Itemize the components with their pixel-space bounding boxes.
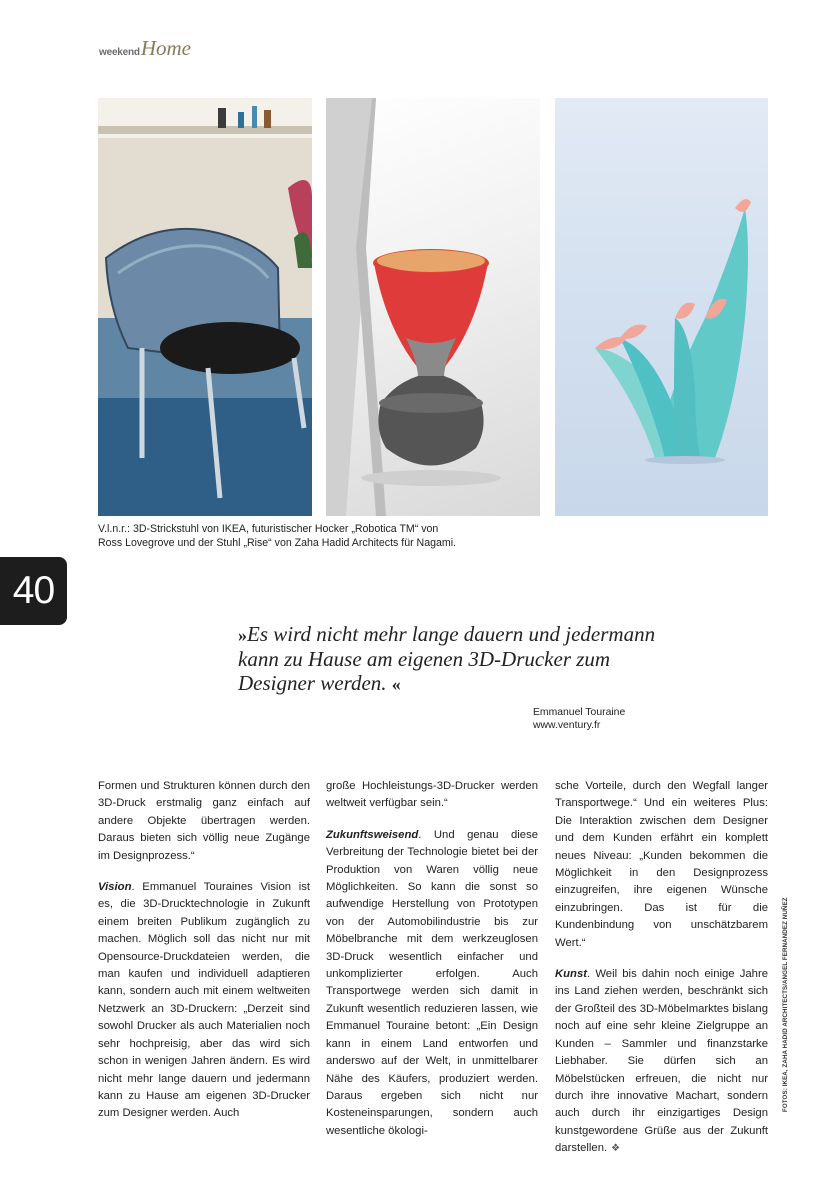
photo-rise-chair xyxy=(555,98,768,516)
paragraph: sche Vorteile, durch den Wegfall langer Transportwege.“ Und ein weiteres Plus: Die Interaktion zwischen dem Designer und dem Kunden erfährt ein komplett neues Niveau: „Kunden bekommen die Möglichkeit in den Designprozess einzugreifen, ihre eigenen Wünsche einzubringen. Das ist für die Kundenbindung von unschätzbarem Wert.“ xyxy=(555,780,768,949)
quote-url: www.ventury.fr xyxy=(533,720,601,731)
paragraph xyxy=(555,966,768,1157)
article-column-1 xyxy=(98,778,310,1137)
paragraph xyxy=(326,827,538,1140)
quote-text: Es wird nicht mehr lange dauern und jedermann kann zu Hause am eigenen 3D-Drucker zum Designer werden. xyxy=(238,622,656,695)
photo-robotica-stool xyxy=(326,98,540,516)
paragraph xyxy=(98,879,310,1123)
pull-quote xyxy=(238,622,658,696)
article-column-3 xyxy=(555,778,768,1172)
paragraph: Formen und Strukturen können durch den 3D-Druck erstmalig ganz einfach auf andere Objekte übertragen werden. Daraus bieten sich völlig neue Zugänge im Designprozess.“ xyxy=(98,780,310,862)
photo-caption xyxy=(98,522,578,550)
caption-line-2: Ross Lovegrove und der Stuhl „Rise“ von Zaha Hadid Architects für Nagami. xyxy=(98,537,457,549)
quote-open-mark: » xyxy=(238,625,247,645)
photo-credit: FOTOS: IKEA, ZAHA HADID ARCHITECTS/ANGEL FERNANDEZ NUÑEZ xyxy=(782,897,789,1112)
section-heading: Zukunftsweisend xyxy=(326,828,419,841)
section-heading: Kunst xyxy=(555,968,588,981)
quote-close-mark: « xyxy=(391,674,401,694)
end-mark: ❖ xyxy=(611,1143,621,1155)
logo-home: Home xyxy=(140,36,191,60)
quote-author: Emmanuel Touraine xyxy=(533,707,626,718)
logo-weekend: weekend xyxy=(99,47,140,58)
page-number: 40 xyxy=(0,557,67,625)
article-column-2 xyxy=(326,778,538,1154)
photo-ikea-chair xyxy=(98,98,312,516)
chair-illustration xyxy=(98,98,312,516)
magazine-logo xyxy=(99,36,191,58)
paragraph: große Hochleistungs-3D-Drucker werden weltweit verfügbar sein.“ xyxy=(326,780,538,810)
quote-source xyxy=(533,706,625,732)
paragraph-text: . Emmanuel Touraines Vision ist es, die 3D-Drucktechnologie in Zukunft einem breiten Publikum zugänglich zu machen. Möglich soll das nicht nur mit Opensource-Druckdateien werden, die man kaufen und individuell adaptieren kann, sondern auch mit einem weltweiten Netzwerk an 3D-Druckern: „Derzeit sind sowohl Drucker als auch Materialien noch sehr hochpreisig, aber das wird sich schon in wenigen Jahren ändern. Es wird nicht mehr lange dauern und jedermann kann zu Hause am eigenen 3D-Drucker zum Designer werden. Auch xyxy=(98,881,310,1120)
paragraph-text: . Und genau diese Verbreitung der Technologie bietet bei der Produktion von Waren völlig neue Möglichkeiten. So kann die sonst so aufwendige Herstellung von Prototypen von der Automobilindustrie bis zur Möbelbranche mit dem werkzeuglosen 3D-Druck wesentlich einfacher und unkomplizierter erfolgen. Auch Transportwege werden sich damit in Zukunft wesentlich reduzieren lassen, wie Emmanuel Touraine betont: „Ein Design kann in einem Land entworfen und anderswo auf der Welt, in unmittelbarer Nähe des Käufers, produziert werden. Daraus ergeben sich nicht nur Kosteneinsparungen, sondern auch wesentliche ökologi- xyxy=(326,828,538,1137)
stool-illustration xyxy=(326,98,540,516)
section-heading: Vision xyxy=(98,881,132,894)
paragraph-text: . Weil bis dahin noch einige Jahre ins Land ziehen werden, beschränkt sich der Großteil des 3D-Möbelmarktes bislang noch auf eine sehr kleine Zielgruppe an Kunden – Sammler und finanzstarke Liebhaber. Sie dürfen sich an Möbelstücken erfreuen, die nicht nur durch ihre innovative Machart, sondern auch durch ihr einzigartiges Design kunstgewordene Grüße aus der Zukunft darstellen. xyxy=(555,968,768,1155)
rise-chair-illustration xyxy=(555,98,768,516)
caption-line-1: V.l.n.r.: 3D-Strickstuhl von IKEA, futuristischer Hocker „Robotica TM“ von xyxy=(98,523,439,535)
